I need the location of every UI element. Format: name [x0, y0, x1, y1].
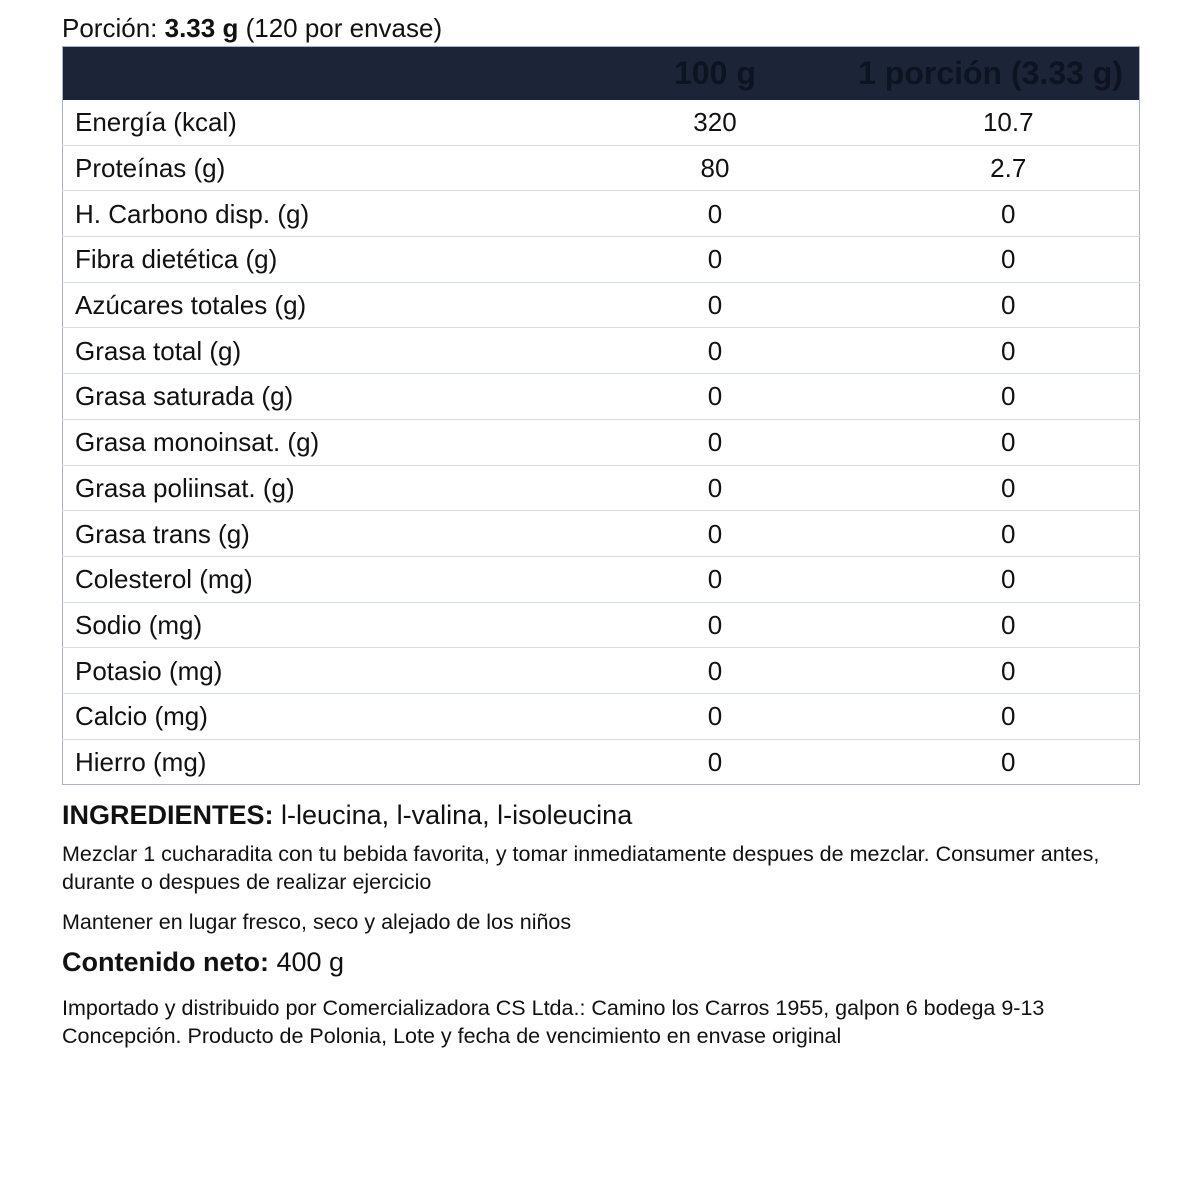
nutrient-name: Grasa monoinsat. (g) — [63, 419, 583, 465]
nutrient-name: Fibra dietética (g) — [63, 237, 583, 283]
importer-info: Importado y distribuido por Comercializadora CS Ltda.: Camino los Carros 1955, galpon 6 bodega 9-13 Concepción. Producto de Polonia, Lote y fecha de vencimiento en envase original — [62, 996, 1045, 1049]
table-row — [63, 511, 1140, 557]
portion-line — [62, 10, 1139, 46]
value-per-100g: 0 — [583, 739, 848, 785]
nutrient-name: Grasa saturada (g) — [63, 374, 583, 420]
value-per-portion: 0 — [848, 374, 1140, 420]
value-per-100g: 80 — [583, 145, 848, 191]
table-row — [63, 465, 1140, 511]
value-per-portion: 0 — [848, 282, 1140, 328]
nutrient-name: Grasa poliinsat. (g) — [63, 465, 583, 511]
nutrition-label — [62, 10, 1139, 1050]
value-per-100g: 0 — [583, 191, 848, 237]
header-per-portion: 1 porción (3.33 g) — [848, 47, 1140, 101]
value-per-portion: 0 — [848, 739, 1140, 785]
header-nutrient — [63, 47, 583, 101]
nutrition-table — [62, 46, 1140, 785]
portion-label: Porción: — [62, 13, 158, 43]
ingredients-label: INGREDIENTES: — [62, 800, 274, 831]
table-row — [63, 602, 1140, 648]
table-row — [63, 237, 1140, 283]
table-row — [63, 419, 1140, 465]
nutrient-name: Potasio (mg) — [63, 648, 583, 694]
table-row — [63, 191, 1140, 237]
net-content-label: Contenido neto: — [62, 947, 269, 978]
table-row — [63, 100, 1140, 145]
value-per-100g: 0 — [583, 282, 848, 328]
value-per-100g: 0 — [583, 602, 848, 648]
nutrient-name: H. Carbono disp. (g) — [63, 191, 583, 237]
value-per-portion: 0 — [848, 465, 1140, 511]
header-per-100g: 100 g — [583, 47, 848, 101]
header-row — [63, 47, 1140, 101]
nutrient-name: Grasa trans (g) — [63, 511, 583, 557]
table-row — [63, 693, 1140, 739]
ingredients-text: l-leucina, l-valina, l-isoleucina — [281, 800, 633, 831]
nutrient-name: Energía (kcal) — [75, 107, 237, 138]
nutrient-name: Hierro (mg) — [63, 739, 583, 785]
table-row — [63, 282, 1140, 328]
table-row — [63, 328, 1140, 374]
table-row — [63, 648, 1140, 694]
value-per-100g: 0 — [583, 465, 848, 511]
portion-amount: 3.33 g — [164, 13, 239, 43]
value-per-portion: 0 — [848, 602, 1140, 648]
ingredients-line — [62, 797, 1139, 833]
value-per-100g: 0 — [583, 556, 848, 602]
net-content-line — [62, 944, 1139, 980]
table-row — [63, 556, 1140, 602]
value-per-portion: 0 — [848, 328, 1140, 374]
net-content-value: 400 g — [276, 947, 345, 978]
nutrient-name: Sodio (mg) — [63, 602, 583, 648]
value-per-portion: 0 — [848, 693, 1140, 739]
value-per-portion: 0 — [848, 648, 1140, 694]
nutrient-name: Calcio (mg) — [63, 693, 583, 739]
nutrient-name: Proteínas (g) — [63, 145, 583, 191]
value-per-100g: 0 — [583, 328, 848, 374]
value-per-100g: 0 — [583, 374, 848, 420]
table-row — [63, 739, 1140, 785]
value-per-100g: 0 — [583, 237, 848, 283]
value-per-portion: 0 — [848, 511, 1140, 557]
value-per-portion: 2.7 — [848, 145, 1140, 191]
value-per-portion: 0 — [848, 237, 1140, 283]
value-per-portion: 0 — [848, 556, 1140, 602]
value-per-portion: 10.7 — [982, 107, 1034, 138]
nutrient-name: Azúcares totales (g) — [63, 282, 583, 328]
value-per-100g: 320 — [693, 107, 737, 138]
table-row — [63, 374, 1140, 420]
portion-servings: (120 por envase) — [245, 13, 443, 43]
table-row — [63, 145, 1140, 191]
nutrient-name: Colesterol (mg) — [63, 556, 583, 602]
storage-instructions: Mantener en lugar fresco, seco y alejado de los niños — [62, 910, 572, 935]
value-per-100g: 0 — [583, 511, 848, 557]
value-per-portion: 0 — [848, 419, 1140, 465]
value-per-100g: 0 — [583, 648, 848, 694]
table-header — [63, 47, 1140, 101]
nutrient-name: Grasa total (g) — [63, 328, 583, 374]
usage-instructions: Mezclar 1 cucharadita con tu bebida favorita, y tomar inmediatamente despues de mezclar. Consumer antes, durante o despues de realizar ejercicio — [62, 842, 1100, 895]
table-body — [63, 100, 1140, 785]
value-per-100g: 0 — [583, 419, 848, 465]
value-per-portion: 0 — [848, 191, 1140, 237]
value-per-100g: 0 — [583, 693, 848, 739]
